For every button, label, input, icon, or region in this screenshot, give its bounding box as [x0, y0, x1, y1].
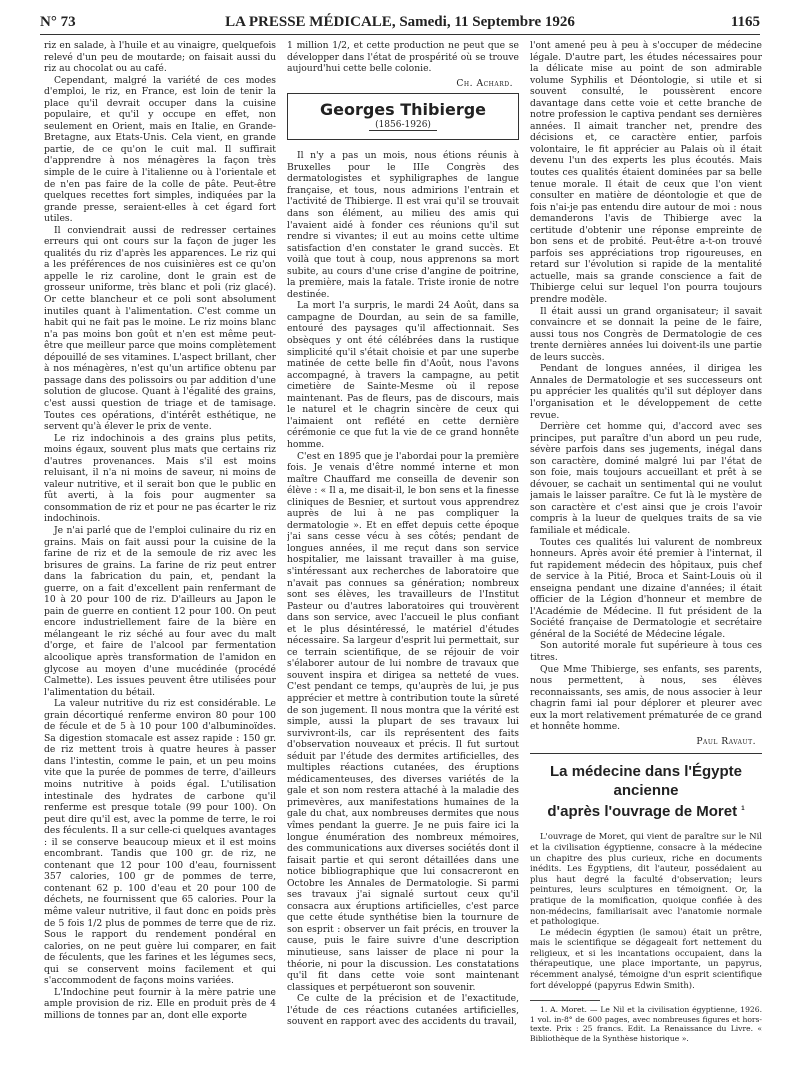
paragraph: 1 million 1/2, et cette production ne peut que se développer dans l'état de prospérité où se trouve aujourd'hui cette belle colonie.: [287, 40, 519, 75]
paragraph: Ce culte de la précision et de l'exactitude, l'étude de ces réactions cutanées artificielles, souvent en rapport avec des accidents du travail,: [287, 993, 519, 1028]
page-header: [40, 14, 760, 34]
paragraph: Toutes ces qualités lui valurent de nombreux honneurs. Après avoir été premier à l'internat, il fut rapidement médecin des hôpitaux, puis chef de service à la Pitié, Broca et Saint-Louis où il enseigna pendant une dizaine d'années; il était officier de la Légion d'honneur et membre de l'Académie de Médecine. Il fut président de la Société française de Dermatologie et secrétaire général de la Société de Médecine légale.: [530, 536, 762, 640]
obituary-title: Georges Thibierge: [319, 100, 487, 120]
paragraph: riz en salade, à l'huile et au vinaigre, quelquefois relevé d'un peu de moutarde; on faisait aussi du riz au chocolat ou au café.: [44, 40, 276, 75]
paragraph: Il n'y a pas un mois, nous étions réunis à Bruxelles pour le IIIe Congrès des dermatologistes et syphiligraphes de langue française, et tous, nous admirions l'entrain et l'activité de Thibierge. Il est vrai qu'il se trouvait dans son élément, au milieu des amis qui l'avaient aidé à fonder ces réunions qu'il sut rendre si vivantes; il eut au moins cette ultime satisfaction d'en constater le grand succès. Et voilà que tout à coup, nous apprenons sa mort subite, au cours d'une crise d'angine de poitrine, la première, mais la fatale. Triste ironie de notre destinée.: [287, 150, 519, 300]
paragraph: Il était aussi un grand organisateur; il savait convaincre et se donnait la peine de le faire, aussi tous nos Congrès de Dermatologie de ces trente dernières années lui doivent-ils une partie de leurs succès.: [530, 305, 762, 363]
column-3: [530, 40, 762, 1075]
article-egypt: [530, 762, 762, 1043]
signature-achard: Ch. Achard.: [456, 77, 513, 89]
signature-ravaut: Paul Ravaut.: [696, 735, 756, 747]
paragraph: Cependant, malgré la variété de ces modes d'emploi, le riz, en France, est loin de tenir la place qu'il devrait occuper dans la cuisine populaire, et qu'il y occupe en effet, non seulement en Orient, mais en Italie, en Grande-Bretagne, aux Etats-Unis. Cela vient, en grande partie, de ce qu'on le cuit mal. Il suffirait d'apprendre à nos ménagères la façon très simple de le cuire à l'italienne ou à l'orientale et de n'en pas faire de la colle de pâte. Peut-être quelques recettes fort simples, indiquées par la grande presse, seraient-elles à cet égard fort utiles.: [44, 74, 276, 225]
column-2: [287, 40, 519, 1075]
paragraph: L'ouvrage de Moret, qui vient de paraître sur le Nil et la civilisation égyptienne, consacre à la médecine un chapitre des plus curieux, riche en documents inédits. Les Égyptiens, dit l'auteur, possédaient au plus haut degré la faculté d'observation; leurs peintures, leurs sculptures en témoignent. Or, la pratique de la momification, quoique confiée à des non-médecins, familiarisait avec l'anatomie normale et pathologique.: [530, 831, 762, 927]
footnote: 1. A. Moret. — Le Nil et la civilisation égyptienne, 1926. 1 vol. in-8° de 600 pages, avec nombreuses figures et hors-texte. Prix : 25 francs. Edit. La Renaissance du Livre. « Bibliothèque de la Synthèse historique ».: [530, 1005, 762, 1044]
article-separator: [530, 753, 762, 754]
paragraph: Que Mme Thibierge, ses enfants, ses parents, nous permettent, à nous, ses élèves reconnaissants, ses amis, de nous associer à leur chagrin fami ial pour déplorer et pleurer avec eux la mort relativement prématurée de ce grand et honnête homme.: [530, 663, 762, 733]
paragraph: L'Indochine peut fournir à la mère patrie une ample provision de riz. Elle en produit près de 4 millions de tonnes par an, dont elle exporte: [44, 986, 276, 1021]
page-number-left: N° 73: [40, 14, 76, 30]
paragraph: La valeur nutritive du riz est considérable. Le grain décortiqué renferme environ 80 pour 100 de fécule et de 5 à 10 pour 100 d'albuminoïdes. Sa digestion stomacale est assez rapide : 150 gr. de riz mettent trois à quatre heures à passer dans l'intestin, comme le pain, et un peu moins vite que la purée de pommes de terre, d'ailleurs moins nutritive à poids égal. L'utilisation intestinale des hydrates de carbone qu'il renferme est presque totale (99 pour 100). On peut dire qu'il est, avec la pomme de terre, le roi des féculents. Il a sur celle-ci quelques avantages : il se conserve beaucoup mieux et il est moins encombrant. Tandis que 100 gr. de riz, ne contenant que 12 pour 100 d'eau, fournissent 357 calories, 100 gr de pommes de terre, contenant 62 p. 100 d'eau et 20 pour 100 de déchets, ne fournissent que 65 calories. Pour la même valeur nutritive, il faut donc en poids près de 5 fois 1/2 plus de pommes de terre que de riz. Sous le rapport du rendement pondéral en calories, on ne peut guère lui comparer, en fait de féculents, que les farines et les légumes secs, qui se conservent moins facilement et qui s'accommodent de façons moins variées.: [44, 698, 276, 987]
paragraph: Pendant de longues années, il dirigea les Annales de Dermatologie et ses successeurs ont pu apprécier les qualités qu'il sut déployer dans l'organisation et le développement de cette revue.: [530, 363, 762, 421]
paragraph: Il conviendrait aussi de redresser certaines erreurs qui ont cours sur la façon de juger les qualités du riz d'après les apparences. Le riz qui a les préférences de nos cuisinières est ce qu'on appelle le riz caroline, dont le grain est de grosseur uniforme, très blanc et poli (riz glacé). Or cette blancheur et ce poli sont absolument inutiles quant à l'alimentation. C'est comme un habit qui ne fait pas le moine. Le riz moins blanc n'a pas moins bon goût et n'en est même peut-être que meilleur parce que moins complètement dépouillé de ses vitamines. L'aspect brillant, cher à nos ménagères, n'est qu'un artifice obtenu par passage dans des polissoirs ou par addition d'une solution de glucose. Quant à l'égalité des grains, c'est aussi question de triage et de tamisage. Toutes ces opérations, d'intérêt esthétique, ne servent qu'à élever le prix de vente.: [44, 224, 276, 433]
header-rule: [40, 34, 760, 35]
obituary-title-box: [287, 93, 519, 140]
obituary-dates: (1856-1926): [294, 120, 512, 132]
paragraph: Son autorité morale fut supérieure à tous ces titres.: [530, 640, 762, 663]
article-egypt-title: La médecine dans l'Égypte ancienne d'après l'ouvrage de Moret $^1$: [547, 763, 745, 821]
paragraph: Le riz indochinois a des grains plus petits, moins égaux, souvent plus mats que certains riz d'autres provenances. Mais s'il est moins reluisant, il n'a ni moins de saveur, ni moins de valeur nutritive, et il serait bon que le public en fût averti, à la fois pour augmenter sa consommation de riz et pour ne pas écarter le riz indochinois.: [44, 432, 276, 525]
paragraph: C'est en 1895 que je l'abordai pour la première fois. Je venais d'être nommé interne et mon maître Chauffard me conseilla de devenir son élève : « Il a, me disait-il, le bon sens et la finesse cliniques de Besnier, et surtout vous apprendrez auprès de lui à ne pas compliquer la dermatologie ». Et en effet depuis cette époque j'ai sans cesse vécu à ses côtés; pendant de longues années, il me reçut dans son service hospitalier, me laissant travailler à ma guise, s'intéressant aux recherches de laboratoire que n'avait pas connues sa génération; nombreux sont ses élèves, les travailleurs de l'Institut Pasteur ou d'autres laboratoires qui trouvèrent dans son service, avec l'accueil le plus confiant et le plus désintéressé, le matériel d'études nécessaire. Sa largeur d'esprit lui permettait, sur ce terrain scientifique, de se réjouir de voir s'élaborer autour de lui nombre de travaux que souvent inspira et dirigea sa netteté de vues. C'est pendant ce temps, qu'auprès de lui, je pus apprécier et mettre à contribution toute la sûreté de son jugement. Il nous montra que la vérité est simple, aussi la plupart de ses travaux lui survivront-ils, car ils représentent des faits d'observation nouveaux et précis. Il fut surtout séduit par l'étude des dermites artificielles, des multiples réactions cutanées, des éruptions médicamenteuses, des diverses variétés de la gale et son nom restera attaché à la maladie des primevères, aux manifestations humaines de la gale du chat, aux nombreuses dermites que nous vîmes pendant la guerre. Je ne puis faire ici la longue énumération des nombreux mémoires, des communications aux diverses sociétés dont il faisait partie et qui seront détaillées dans une notice bibliographique que lui consacreront en Octobre les Annales de Dermatologie. Si parmi ses travaux j'ai signalé surtout ceux qu'il consacra aux éruptions artificielles, c'est parce que cette étude synthétise bien la tournure de son esprit : observer un fait précis, en trouver la cause, puis le faire suivre d'une description minutieuse, sans laisser de place ni pour la théorie, ni pour la discussion. Les constatations qu'il fit dans cette voie sont maintenant classiques et perpétueront son souvenir.: [287, 450, 519, 993]
paragraph: Le médecin égyptien (le samou) était un prêtre, mais le scientifique se dégageait fort nettement du religieux, et si les incantations occupaient, dans la thérapeutique, une place importante, un papyrus, récemment analysé, témoigne d'un esprit scientifique fort développé (papyrus Edwin Smith).: [530, 926, 762, 990]
footnote-rule: [530, 1000, 600, 1001]
journal-title: LA PRESSE MÉDICALE, Samedi, 11 Septembre 1926: [225, 14, 575, 30]
page-number-right: 1165: [730, 14, 760, 30]
paragraph: La mort l'a surpris, le mardi 24 Août, dans sa campagne de Dourdan, au sein de sa famille, entouré des paysages qu'il affectionnait. Ses obsèques y ont été célébrées dans la rustique simplicité qu'il s'était choisie et par une superbe matinée de cette belle fin d'Août, nous l'avons accompagné, à travers la campagne, au petit cimetière de Sainte-Mesme où il repose maintenant. Pas de fleurs, pas de discours, mais le naturel et le chagrin sincère de ceux qui l'aimaient ont reflété en cette dernière cérémonie ce que fut la vie de ce grand honnête homme.: [287, 300, 519, 450]
paragraph: l'ont amené peu à peu à s'occuper de médecine légale. D'autre part, les études nécessaires pour la délicate mise au point de son admirable volume Syphilis et Déontologie, si utile et si souvent consulté, le poussèrent encore davantage dans cette voie et cette branche de notre profession le captiva pendant ses dernières années. Il aimait trancher net, prendre des décisions et, ce caractère entier, parfois volontaire, le fit apprécier au Palais où il était devenu l'un des experts les plus écoutés. Mais toutes ces qualités étaient dominées par sa belle tenue morale. Il était de ceux que l'on vient consulter en matière de déontologie et que de fois n'ai-je pas entendu dire autour de moi : nous demanderons l'avis de Thibierge avec la certitude d'obtenir une réponse empreinte de bon sens et de probité. Peut-être a-t-on trouvé parfois ses appréciations trop rigoureuses, en retard sur l'évolution si rapide de la mentalité actuelle, mais sa grande conscience a fait de Thibierge celui sur lequel l'on pourra toujours prendre modèle.: [530, 40, 762, 306]
paragraph: Je n'ai parlé que de l'emploi culinaire du riz en grains. Mais on fait aussi pour la cuisine de la farine de riz et de la semoule de riz avec les brisures de grains. La farine de riz peut entrer dans la fabrication du pain, et, pendant la guerre, on a fait d'excellent pain renfermant de 10 à 20 pour 100 de riz. D'ailleurs au Japon le pain de guerre en contient 12 pour 100. On peut encore industriellement faire de la bière en mélangeant le riz séché au four avec du malt d'orge, et faire de l'alcool par fermentation alcoolique après transformation de l'amidon en glycose au moyen d'une mucédinée (procédé Calmette). Les issues peuvent être utilisées pour l'alimentation du bétail.: [44, 524, 276, 698]
column-1: [44, 40, 276, 1075]
paragraph: Derrière cet homme qui, d'accord avec ses principes, put paraître d'un abord un peu rude, sévère parfois dans ses jugements, inégal dans son caractère, dominé malgré lui par l'état de son foie, mais toujours accueillant et prêt à se dévouer, se cachait un sentimental qui ne voulut jamais le laisser paraître. Ce fut là le mystère de son caractère et c'est ainsi que je crois l'avoir compris à la lueur de quelques traits de sa vie familiale et médicale.: [530, 421, 762, 536]
